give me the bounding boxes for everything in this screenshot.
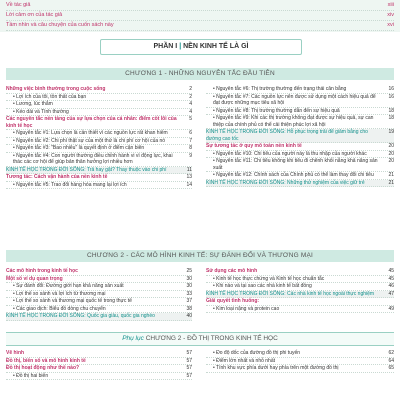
toc-entry[interactable] bbox=[6, 101, 192, 109]
toc-entry-page: 46 bbox=[388, 283, 394, 289]
toc-entry[interactable] bbox=[6, 350, 192, 358]
toc-entry-page: 49 bbox=[388, 305, 394, 312]
toc-entry-page: 14 bbox=[186, 181, 192, 188]
toc-entry-title: Sự tương tác ở quy mô toàn nền kinh tế bbox=[206, 143, 302, 149]
toc-entry-page: 20 bbox=[388, 150, 394, 157]
toc-entry[interactable] bbox=[6, 291, 192, 299]
toc-entry-title: KINH TẾ HỌC TRONG ĐỜI SỐNG: Trả hay gặt? Thay thuộc vào chi phí bbox=[6, 166, 167, 173]
toc-entry[interactable] bbox=[6, 116, 192, 130]
toc-entry[interactable] bbox=[206, 306, 394, 314]
toc-entry-page: 16 bbox=[388, 86, 394, 92]
appendix-title: CHƯƠNG 2 - ĐỒ THỊ TRONG KINH TẾ HỌC bbox=[145, 335, 278, 342]
toc-entry-title: • Tính khu vực phía dưới hay phía trên một đường đồ thị bbox=[213, 365, 339, 371]
toc-entry[interactable] bbox=[206, 115, 394, 129]
toc-entry[interactable] bbox=[6, 174, 192, 182]
toc-entry-title: Vẽ hình bbox=[6, 350, 25, 356]
toc-entry-page: 25 bbox=[186, 268, 192, 274]
toc-entry[interactable] bbox=[206, 283, 394, 291]
front-entry-page: xvi bbox=[387, 22, 394, 28]
toc-entry[interactable] bbox=[206, 143, 394, 151]
toc-entry-page: 2 bbox=[189, 86, 192, 92]
toc-entry-page: 11 bbox=[186, 166, 192, 173]
toc-entry-title: KINH TẾ HỌC TRONG ĐỜI SỐNG: Hỗ phục trọng trải để giảm bằng cho đường cao tốc bbox=[206, 129, 368, 142]
toc-entry[interactable] bbox=[6, 373, 192, 381]
toc-entry-title: • Nguyên tắc #8: Thị trường thường dẫn đến sự hiệu quả bbox=[213, 107, 340, 114]
toc-entry[interactable] bbox=[6, 298, 192, 306]
toc-entry-title: • Nguyên tắc #1: Lựa chọn là cần thiết vì các nguồn lực rất khan hiếm bbox=[13, 130, 168, 136]
part-title: NỀN KINH TẾ LÀ GÌ bbox=[183, 43, 249, 50]
toc-entry-page: 33 bbox=[186, 290, 192, 297]
toc-entry[interactable] bbox=[6, 94, 192, 102]
toc-entry[interactable] bbox=[6, 276, 192, 284]
toc-entry-title: Giải quyết tình huống: bbox=[206, 298, 260, 304]
toc-entry-page: 20 bbox=[388, 143, 394, 149]
toc-entry[interactable] bbox=[6, 145, 192, 153]
appendix-right-column bbox=[206, 350, 394, 373]
toc-entry-title: • Kim loại nặng và protein cao bbox=[213, 305, 280, 312]
toc-entry[interactable] bbox=[206, 86, 394, 94]
toc-entry[interactable] bbox=[6, 167, 192, 175]
toc-entry[interactable] bbox=[6, 153, 192, 167]
toc-entry-page: 16 bbox=[388, 93, 394, 100]
toc-entry-page: 21 bbox=[388, 179, 394, 186]
toc-entry-page: 6 bbox=[189, 130, 192, 136]
toc-entry-page: 2 bbox=[189, 93, 192, 100]
front-entry-title: Lời cảm ơn của tác giả bbox=[6, 12, 63, 18]
toc-entry-page: 20 bbox=[388, 158, 394, 164]
toc-entry-title: Các mô hình trong kinh tế học bbox=[6, 268, 78, 274]
part-separator: | bbox=[179, 43, 182, 50]
toc-entry-title: Những việc bình thường trong cuộc sống bbox=[6, 86, 106, 92]
appendix-heading bbox=[6, 332, 394, 346]
toc-entry-page: 18 bbox=[388, 107, 394, 114]
toc-entry-title: • Nguyên tắc #4: Con người thường điều chỉnh hành vi vì động lực, khai thác các cơ hội để giúp bản thân hưởng lợi nhiều hơn bbox=[13, 152, 173, 165]
toc-entry-title: • Đồ thị hai biến bbox=[13, 372, 49, 379]
appendix-left-column bbox=[6, 350, 192, 380]
toc-entry[interactable] bbox=[6, 138, 192, 146]
toc-entry[interactable] bbox=[206, 350, 394, 358]
toc-entry-title: • Đo độ dốc của đường đồ thị phi tuyến bbox=[213, 350, 301, 356]
toc-entry-page: 45 bbox=[388, 268, 394, 274]
toc-entry-page: 38 bbox=[186, 305, 192, 312]
toc-entry-page: 19 bbox=[388, 129, 394, 135]
front-entry-title: Về tác giả bbox=[6, 2, 31, 8]
toc-entry-title: KINH TẾ HỌC TRONG ĐỜI SỐNG: Những thử nghiệm của việc giữ trẻ bbox=[206, 179, 365, 186]
toc-entry-page: 13 bbox=[186, 174, 192, 180]
toc-entry-title: • Sự đánh đổi: Đường giới hạn khả năng sản xuất bbox=[13, 283, 124, 289]
toc-entry-title: • Nguyên tắc #2: Chi phí thật sự của một thứ là chi phí cơ hội của nó bbox=[13, 137, 166, 144]
toc-entry-page: 30 bbox=[186, 283, 192, 289]
toc-entry-page: 57 bbox=[186, 365, 192, 371]
toc-entry-title: • Điểm lớn nhất và nhỏ nhất bbox=[213, 357, 276, 364]
chapter-2-right-column bbox=[206, 268, 394, 313]
toc-entry-title: • Nguyên tắc #5: Trao đổi hàng hóa mang lại lợi ích bbox=[13, 181, 127, 188]
toc-entry[interactable] bbox=[206, 151, 394, 159]
toc-entry[interactable] bbox=[206, 365, 394, 373]
toc-entry[interactable] bbox=[206, 158, 394, 172]
toc-entry-title: • Kinh tế học thực chứng và Kinh tế học chuẩn tắc bbox=[213, 275, 325, 282]
front-entry-title: Tầm nhìn và câu chuyện của cuốn sách này bbox=[6, 22, 114, 28]
toc-entry-title: Một số ví dụ quan trọng bbox=[6, 275, 63, 282]
toc-entry-title: • Nguyên tắc #6: Thị trường thường đến trạng thái cân bằng bbox=[213, 86, 347, 92]
toc-entry-title: • Nguyên tắc #12: Chính sách của Chính phủ có thể làm thay đổi chi tiêu bbox=[213, 172, 374, 178]
toc-entry[interactable] bbox=[6, 130, 192, 138]
front-matter bbox=[0, 0, 400, 32]
toc-entry-page: 21 bbox=[388, 172, 394, 178]
toc-entry-title: • Khi nào và tại sao các nhà kinh tế bất đồng bbox=[213, 283, 312, 289]
part-heading bbox=[100, 39, 302, 55]
toc-entry[interactable] bbox=[206, 129, 394, 143]
toc-entry-page: 7 bbox=[189, 137, 192, 144]
toc-entry[interactable] bbox=[6, 268, 192, 276]
part-number: PHẦN I bbox=[153, 43, 178, 50]
toc-entry[interactable] bbox=[6, 86, 192, 94]
toc-entry-page: 57 bbox=[186, 372, 192, 379]
toc-entry-title: Tương tác: Cách vận hành của nền kinh tế bbox=[6, 174, 108, 180]
toc-entry[interactable] bbox=[6, 306, 192, 314]
front-entry-page: xiv bbox=[387, 12, 394, 18]
toc-entry-title: • Lợi thế so sánh và thương mại quốc tế trong thực tế bbox=[13, 298, 132, 304]
toc-entry-title: • Nguyên tắc #7: Các nguồn lực nên được sử dụng một cách hiệu quả để đạt được những mục tiêu xã hội bbox=[213, 93, 376, 106]
toc-entry-page: 57 bbox=[186, 350, 192, 356]
toc-entry-page: 62 bbox=[388, 350, 394, 356]
toc-entry[interactable] bbox=[206, 276, 394, 284]
toc-entry[interactable] bbox=[206, 358, 394, 366]
toc-entry-page: 4 bbox=[189, 101, 192, 107]
toc-entry-title: • Nguyên tắc #3: "Bao nhiêu" là quyết định ở điểm cận biên bbox=[13, 145, 145, 151]
toc-entry[interactable] bbox=[206, 180, 394, 188]
chapter-2-left-column bbox=[6, 268, 192, 321]
chapter-1-left-column bbox=[6, 86, 192, 189]
appendix-prefix: Phụ lục bbox=[122, 335, 144, 342]
toc-entry-title: • Nguyên tắc #9: Khi các thị trường không đạt được sự hiệu quả, sự can thiệp của chính phủ có thể cải thiện phúc lợi xã hội bbox=[213, 115, 374, 128]
toc-entry-page: 47 bbox=[388, 290, 394, 297]
toc-entry-page: 64 bbox=[388, 357, 394, 364]
toc-entry-title: • Nguyên tắc #11: Chi tiêu không khi tiêu đi chênh khối nằng khả năng sản xuất bbox=[213, 158, 378, 171]
toc-entry[interactable] bbox=[206, 268, 394, 276]
toc-entry-title: • Lương, lúc thắm bbox=[13, 101, 53, 107]
toc-entry-title: • Nguyên tắc #10: Chi tiêu của người này là thu nhập của người khác bbox=[213, 150, 367, 157]
toc-entry-page: 37 bbox=[186, 298, 192, 304]
toc-entry-title: • Lợi thế so sánh và lợi ích từ thương mại bbox=[13, 290, 106, 297]
toc-entry-title: Đồ thị hoạt động như thế nào? bbox=[6, 365, 80, 371]
toc-entry-page: 8 bbox=[189, 145, 192, 151]
chapter-2-title: CHƯƠNG 2 - CÁC MÔ HÌNH KINH TẾ: SỰ ĐÁNH ĐỔI VÀ THƯƠNG MẠI bbox=[6, 250, 394, 262]
toc-entry-page: 65 bbox=[388, 365, 394, 371]
toc-entry-page: 5 bbox=[189, 116, 192, 122]
toc-entry-title: • Kéo dài và Tình thường bbox=[13, 108, 69, 115]
toc-entry-page: 9 bbox=[189, 152, 192, 159]
toc-entry[interactable] bbox=[206, 108, 394, 116]
toc-entry[interactable] bbox=[6, 283, 192, 291]
toc-entry[interactable] bbox=[6, 358, 192, 366]
toc-entry[interactable] bbox=[6, 365, 192, 373]
toc-entry-page: 4 bbox=[189, 108, 192, 115]
toc-entry-title: • Lợi ích của tôi, tồn thất của bạn bbox=[13, 93, 87, 100]
front-entry-page: xiii bbox=[387, 2, 394, 8]
toc-entry-title: KINH TẾ HỌC TRONG ĐỜI SỐNG: Quốc gia giàu, quốc gia nghèo bbox=[6, 313, 155, 319]
chapter-1-right-column bbox=[206, 86, 394, 187]
toc-entry-page: 30 bbox=[186, 275, 192, 282]
toc-entry[interactable] bbox=[6, 182, 192, 190]
toc-entry-title: KINH TẾ HỌC TRONG ĐỜI SỐNG: Các nhà kinh tế học ngoài thực nghiệm bbox=[206, 290, 375, 297]
toc-entry[interactable] bbox=[6, 313, 192, 321]
toc-entry[interactable] bbox=[206, 298, 394, 306]
toc-entry[interactable] bbox=[206, 94, 394, 108]
toc-entry-page: 45 bbox=[388, 275, 394, 282]
toc-entry[interactable] bbox=[6, 109, 192, 117]
toc-entry-page: 18 bbox=[388, 115, 394, 121]
toc-entry-title: Đồ thị, biến số và mô hình kinh tế bbox=[6, 357, 86, 364]
toc-entry-title: Sử dụng các mô hình bbox=[206, 268, 258, 274]
toc-entry-title: Các nguyên tắc nền tảng của sự lựa chọn của cá nhân: điểm cốt lõi của kinh tế học bbox=[6, 116, 177, 129]
toc-entry[interactable] bbox=[206, 291, 394, 299]
toc-entry-title: • Các giao dịch: Biểu đồ dòng chu chuyển bbox=[13, 305, 106, 312]
front-entry-vision[interactable] bbox=[6, 20, 394, 31]
toc-entry[interactable] bbox=[206, 172, 394, 180]
chapter-1-title: CHƯƠNG 1 - NHỮNG NGUYÊN TẮC ĐẦU TIÊN bbox=[6, 68, 394, 80]
toc-entry-page: 57 bbox=[186, 357, 192, 364]
toc-entry-page: 40 bbox=[186, 313, 192, 319]
